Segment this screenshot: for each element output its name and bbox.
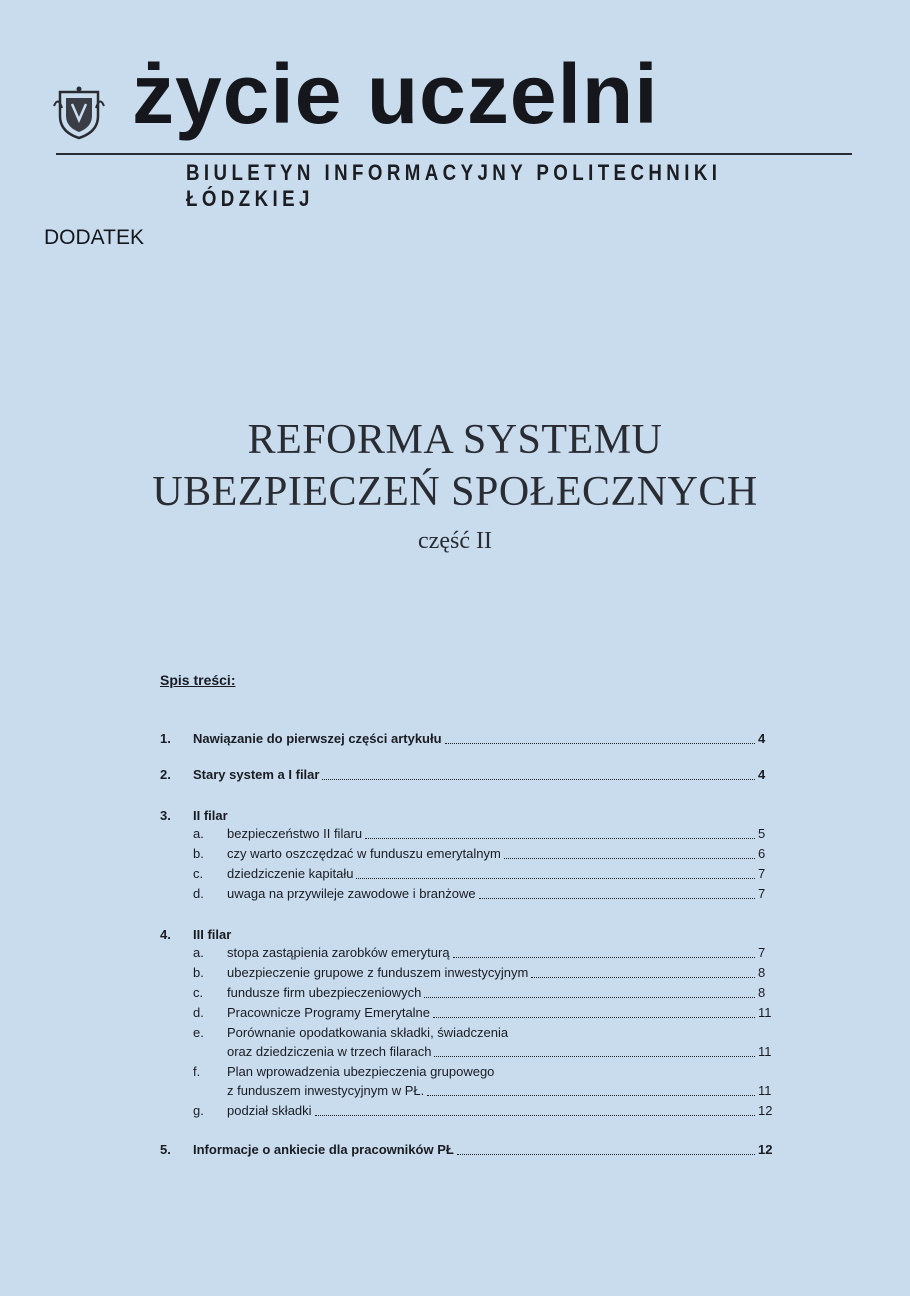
toc-page: 7 [758, 945, 766, 960]
university-crest-icon [52, 86, 106, 140]
toc-page: 12 [758, 1142, 773, 1157]
masthead-rule [56, 153, 852, 155]
toc-section-label: III filar [193, 927, 232, 942]
toc-letter: f. [193, 1064, 201, 1079]
toc-letter: d. [193, 886, 204, 901]
toc-entry-4g [193, 1103, 772, 1119]
toc-number: 5. [160, 1142, 171, 1157]
toc-page: 11 [758, 1083, 772, 1098]
leader-dots [457, 1153, 755, 1155]
toc-number: 2. [160, 767, 171, 782]
article-title-line-1: REFORMA SYSTEMU [247, 417, 663, 463]
toc-entry-1 [160, 731, 772, 747]
toc-label: Stary system a I filar [193, 767, 320, 782]
article-part: część II [418, 528, 492, 554]
leader-dots [479, 897, 755, 899]
toc-page: 4 [758, 731, 766, 746]
toc-entry-2 [160, 767, 772, 783]
leader-dots [365, 837, 755, 839]
toc-section-number: 3. [160, 808, 171, 823]
toc-letter: c. [193, 985, 204, 1000]
toc-label-line1: Porównanie opodatkowania składki, świadczenia [227, 1025, 509, 1040]
masthead-title: życie uczelni [132, 47, 659, 141]
toc-page: 11 [758, 1044, 772, 1059]
toc-label: dziedziczenie kapitału [227, 866, 354, 881]
leader-dots [504, 857, 755, 859]
toc-label: Nawiązanie do pierwszej części artykułu [193, 731, 442, 746]
leader-dots [356, 877, 755, 879]
toc-label: podział składki [227, 1103, 312, 1118]
toc-entry-4d [193, 1005, 772, 1021]
toc-letter: a. [193, 826, 204, 841]
toc-entry-5 [160, 1142, 772, 1158]
toc-letter: g. [193, 1103, 204, 1118]
toc-entry-3b [193, 846, 772, 862]
leader-dots [531, 976, 755, 978]
leader-dots [453, 956, 755, 958]
leader-dots [433, 1016, 755, 1018]
toc-label: ubezpieczenie grupowe z funduszem inwestycyjnym [227, 965, 529, 980]
toc-letter: e. [193, 1025, 204, 1040]
toc-label: czy warto oszczędzać w funduszu emerytalnym [227, 846, 501, 861]
toc-page: 12 [758, 1103, 773, 1118]
toc-page: 7 [758, 866, 766, 881]
leader-dots [424, 996, 755, 998]
toc-page: 4 [758, 767, 766, 782]
toc-label: uwaga na przywileje zawodowe i branżowe [227, 886, 476, 901]
toc-entry-4b [193, 965, 772, 981]
supplement-label: DODATEK [44, 226, 144, 249]
toc-label: Informacje o ankiecie dla pracowników PŁ [193, 1142, 454, 1157]
toc-section-label: II filar [193, 808, 228, 823]
toc-section-number: 4. [160, 927, 171, 942]
toc-heading: Spis treści: [160, 672, 236, 688]
toc-number: 1. [160, 731, 171, 746]
toc-entry-4f [227, 1083, 772, 1099]
leader-dots [445, 742, 755, 744]
toc-label-line1: Plan wprowadzenia ubezpieczenia grupowego [227, 1064, 495, 1079]
leader-dots [434, 1055, 755, 1057]
leader-dots [322, 778, 755, 780]
toc-label: oraz dziedziczenia w trzech filarach [227, 1044, 432, 1059]
toc-letter: b. [193, 965, 204, 980]
leader-dots [427, 1094, 755, 1096]
toc-page: 6 [758, 846, 766, 861]
leader-dots [315, 1114, 755, 1116]
toc-label: bezpieczeństwo II filaru [227, 826, 363, 841]
toc-letter: b. [193, 846, 204, 861]
toc-entry-4a [193, 945, 772, 961]
toc-page: 8 [758, 985, 766, 1000]
toc-entry-4c [193, 985, 772, 1001]
toc-label: Pracownicze Programy Emerytalne [227, 1005, 431, 1020]
toc-label: stopa zastąpienia zarobków emeryturą [227, 945, 450, 960]
masthead-subtitle: BIULETYN INFORMACYJNY POLITECHNIKI ŁÓDZKIEJ [186, 160, 722, 211]
toc-entry-3c [193, 866, 772, 882]
toc-page: 7 [758, 886, 766, 901]
toc-page: 11 [758, 1005, 772, 1020]
toc-letter: d. [193, 1005, 204, 1020]
toc-entry-3d [193, 886, 772, 902]
article-title-line-2: UBEZPIECZEŃ SPOŁECZNYCH [152, 469, 758, 515]
toc-page: 8 [758, 965, 766, 980]
toc-label: z funduszem inwestycyjnym w PŁ. [227, 1083, 425, 1098]
toc-page: 5 [758, 826, 766, 841]
toc-letter: c. [193, 866, 204, 881]
toc-label: fundusze firm ubezpieczeniowych [227, 985, 422, 1000]
toc-letter: a. [193, 945, 204, 960]
toc-entry-4e [227, 1044, 772, 1060]
toc-entry-3a [193, 826, 772, 842]
